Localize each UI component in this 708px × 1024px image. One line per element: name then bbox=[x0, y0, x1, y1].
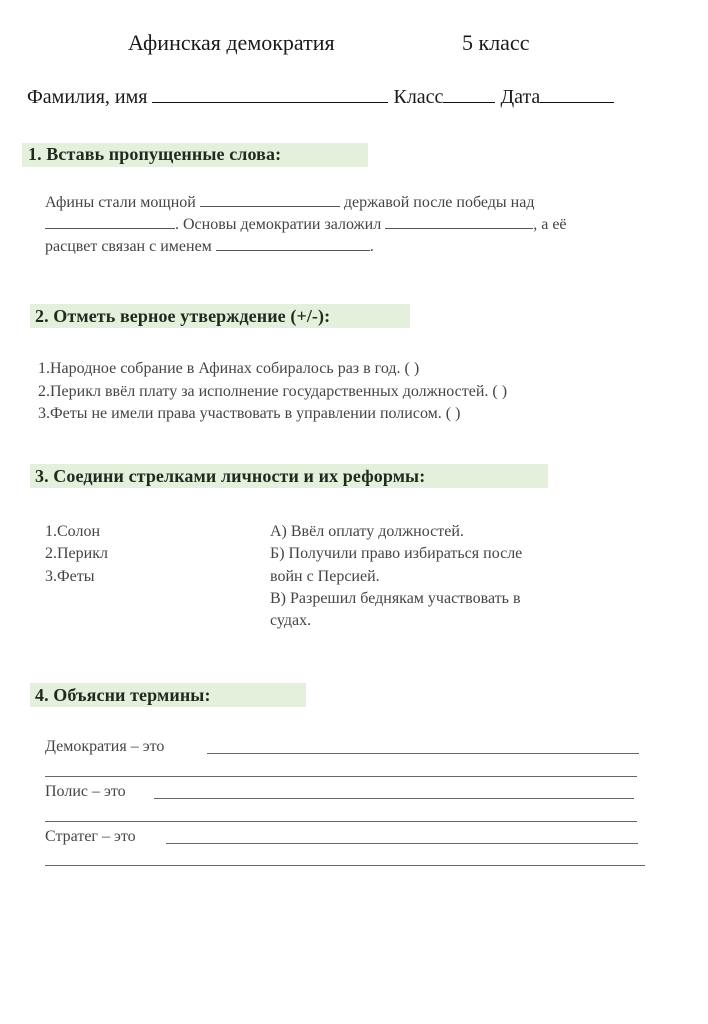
term-strateg-label: Стратег – это bbox=[45, 828, 136, 845]
task1-line3: расцвет связан с именем . bbox=[45, 238, 374, 255]
grade-label: 5 класс bbox=[462, 30, 530, 55]
reform-b-line2[interactable]: войн с Персией. bbox=[270, 568, 380, 585]
worksheet-title: Афинская демократия bbox=[128, 30, 335, 55]
task2-item-3: 3.Феты не имели права участвовать в управлении полисом. ( ) bbox=[38, 405, 461, 422]
task1-blank-3[interactable] bbox=[385, 227, 533, 229]
class-blank[interactable] bbox=[443, 101, 495, 103]
task2-heading: 2. Отметь верное утверждение (+/-): bbox=[35, 306, 331, 326]
term-strateg-blank-2[interactable] bbox=[45, 865, 645, 866]
term-democracy-blank-2[interactable] bbox=[45, 776, 637, 777]
student-info-row bbox=[27, 86, 614, 109]
date-label: Дата bbox=[500, 86, 541, 108]
class-label: Класс bbox=[393, 86, 444, 108]
task1-line1: Афины стали мощной державой после победы над bbox=[45, 194, 535, 211]
task1-heading: 1. Вставь пропущенные слова: bbox=[28, 144, 282, 164]
task3-heading: 3. Соедини стрелками личности и их реформы: bbox=[35, 466, 426, 486]
task2-item-2: 2.Перикл ввёл плату за исполнение государственных должностей. ( ) bbox=[38, 383, 508, 400]
term-democracy-label: Демократия – это bbox=[45, 738, 165, 755]
name-label: Фамилия, имя bbox=[27, 86, 148, 108]
term-strateg-blank[interactable] bbox=[166, 843, 638, 844]
task1-blank-4[interactable] bbox=[216, 249, 370, 251]
person-pericles[interactable]: 2.Перикл bbox=[45, 545, 108, 562]
person-solon[interactable]: 1.Солон bbox=[45, 523, 101, 540]
term-democracy-blank[interactable] bbox=[207, 753, 639, 754]
reform-a[interactable]: А) Ввёл оплату должностей. bbox=[270, 523, 464, 540]
person-fety[interactable]: 3.Феты bbox=[45, 568, 95, 585]
task1-line2: . Основы демократии заложил , а её bbox=[45, 214, 567, 236]
reform-c-line1[interactable]: В) Разрешил беднякам участвовать в bbox=[270, 590, 521, 607]
name-blank[interactable] bbox=[152, 101, 388, 103]
task2-item-1: 1.Народное собрание в Афинах собиралось раз в год. ( ) bbox=[38, 360, 420, 377]
task4-heading: 4. Объясни термины: bbox=[35, 685, 211, 705]
task1-blank-2[interactable] bbox=[45, 227, 175, 229]
task1-blank-1[interactable] bbox=[200, 205, 340, 207]
term-polis-blank-2[interactable] bbox=[45, 821, 637, 822]
reform-c-line2[interactable]: судах. bbox=[270, 612, 312, 629]
term-polis-label: Полис – это bbox=[45, 783, 126, 800]
reform-b-line1[interactable]: Б) Получили право избираться после bbox=[270, 545, 523, 562]
term-polis-blank[interactable] bbox=[154, 798, 634, 799]
date-blank[interactable] bbox=[540, 101, 614, 103]
